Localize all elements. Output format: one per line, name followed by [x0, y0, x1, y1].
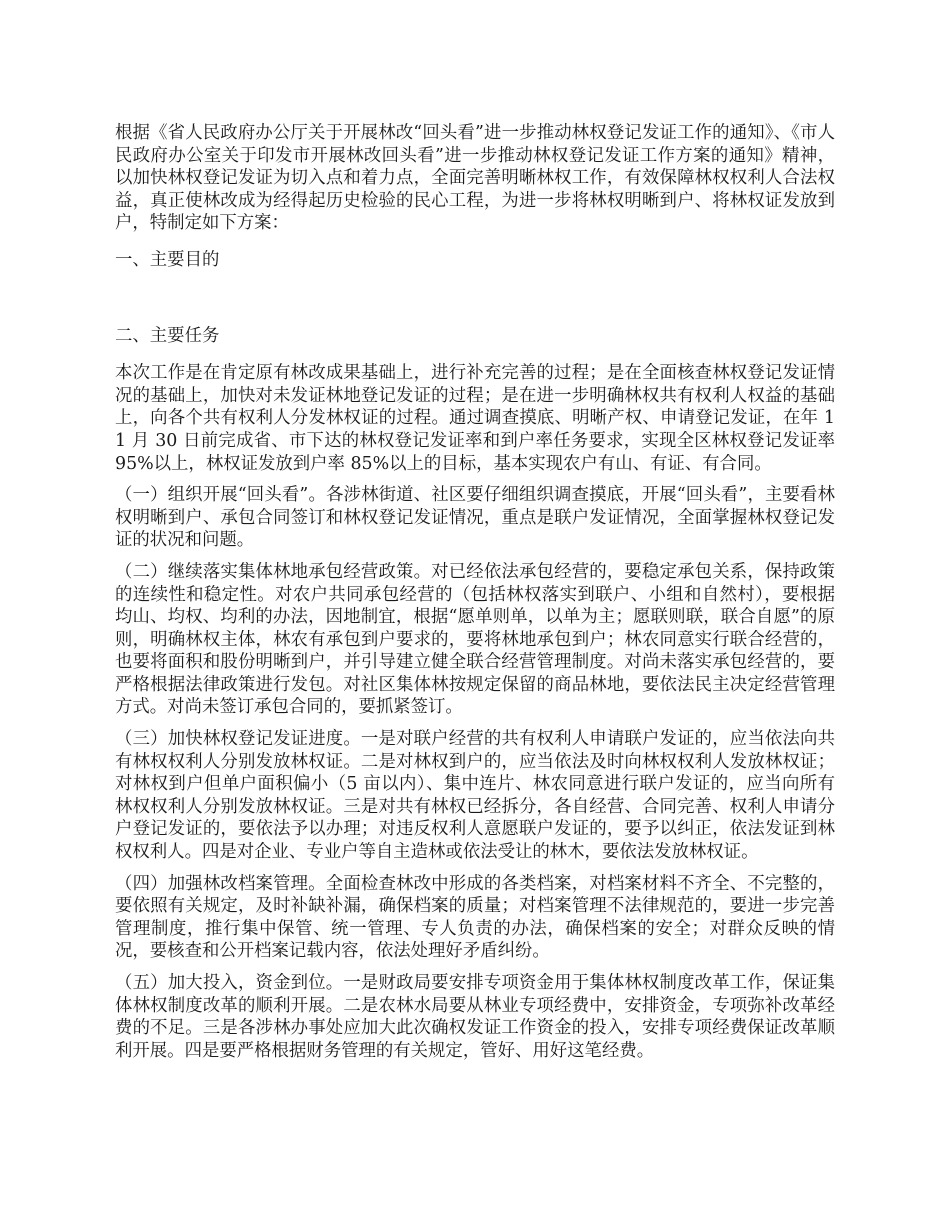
body-paragraph: 本次工作是在肯定原有林改成果基础上，进行补充完善的过程；是在全面核查林权登记发证情况的基础上，加快对未发证林地登记发证的过程；是在进一步明确林权共有权利人权益的基础上，向各个共有权利人分发林权证的过程。通过调查摸底、明晰产权、申请登记发证，在年 11 月 30 日前完成省、市下达的林权登记发证率和到户率任务要求，实现全区林权登记发证率 95%以上，林权证发放到户率 85%以上的目标，基本实现农户有山、有证、有合同。	[115, 363, 835, 474]
section-heading-tasks: 二、主要任务	[115, 325, 220, 346]
body-paragraph: （二）继续落实集体林地承包经营政策。对已经依法承包经营的，要稳定承包关系，保持政策的连续性和稳定性。对农户共同承包经营的（包括林权落实到联户、小组和自然村），要根据均山、均权、均利的办法，因地制宜，根据“愿单则单，以单为主；愿联则联，联合自愿”的原则，明确林权主体，林农有承包到户要求的，要将林地承包到户；林农同意实行联合经营的，也要将面积和股份明晰到户，并引导建立健全联合经营管理制度。对尚未落实承包经营的，要严格根据法律政策进行发包。对社区集体林按规定保留的商品林地，要依法民主决定经营管理方式。对尚未签订承包合同的，要抓紧签订。	[115, 561, 835, 718]
body-paragraph: （五）加大投入，资金到位。一是财政局要安排专项资金用于集体林权制度改革工作，保证集体林权制度改革的顺利开展。二是农林水局要从林业专项经费中，安排资金，专项弥补改革经费的不足。三是各涉林办事处应加大此次确权发证工作资金的投入，安排专项经费保证改革顺利开展。四是要严格根据财务管理的有关规定，管好、用好这笔经费。	[115, 973, 835, 1061]
document-body	[115, 122, 835, 1071]
body-paragraph: （四）加强林改档案管理。全面检查林改中形成的各类档案，对档案材料不齐全、不完整的，要依照有关规定，及时补缺补漏，确保档案的质量；对档案管理不法律规范的，要进一步完善管理制度，推行集中保管、统一管理、专人负责的办法，确保档案的安全；对群众反映的情况，要核查和公开档案记载内容，依法处理好矛盾纠纷。	[115, 873, 835, 962]
body-paragraph: （一）组织开展“回头看”。各涉林街道、社区要仔细组织调查摸底，开展“回头看”，主要看林权明晰到户、承包合同签订和林权登记发证情况，重点是联户发证情况，全面掌握林权登记发证的状况和问题。	[115, 485, 835, 551]
body-paragraph: （三）加快林权登记发证进度。一是对联户经营的共有权利人申请联户发证的，应当依法向共有林权权利人分别发放林权证。二是对林权到户的，应当依法及时向林权权利人发放林权证；对林权到户但单户面积偏小（5 亩以内）、集中连片、林农同意进行联户发证的，应当向所有林权权利人分别发放林权证。三是对共有林权已经拆分，各自经营、合同完善、权利人申请分户登记发证的，要依法予以办理；对违反权利人意愿联户发证的，要予以纠正，依法发证到林权权利人。四是对企业、专业户等自主造林或依法受让的林木，要依法发放林权证。	[115, 729, 835, 863]
intro-paragraph: 根据《省人民政府办公厅关于开展林改“回头看”进一步推动林权登记发证工作的通知》、《市人民政府办公室关于印发市开展林改回头看”进一步推动林权登记发证工作方案的通知》精神，以加快林权登记发证为切入点和着力点，全面完善明晰林权工作，有效保障林权权利人合法权益，真正使林改成为经得起历史检验的民心工程，为进一步将林权明晰到户、将林权证发放到户，特制定如下方案：	[115, 123, 835, 234]
section-heading-purpose: 一、主要目的	[115, 249, 220, 270]
